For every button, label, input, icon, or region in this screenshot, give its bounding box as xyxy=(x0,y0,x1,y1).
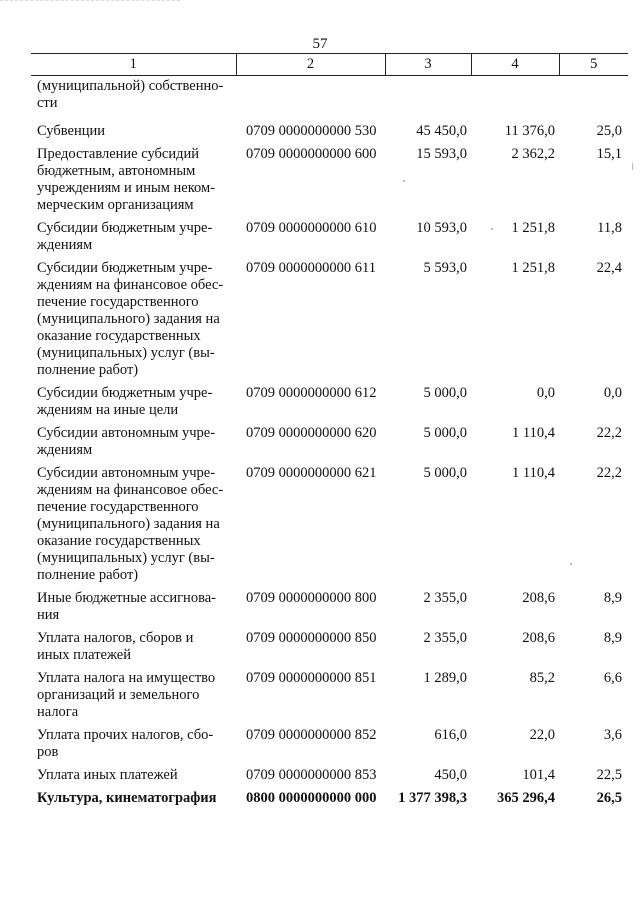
row-name: Субсидии автономным учре- ждениям xyxy=(37,425,216,458)
row-value-4: 1 110,4 xyxy=(512,425,555,441)
scan-speck xyxy=(403,180,405,182)
row-value-3: 616,0 xyxy=(434,727,467,743)
table-row xyxy=(31,76,628,124)
row-name: Субсидии бюджетным учре- ждениям на иные цели xyxy=(37,385,213,418)
row-value-3: 15 593,0 xyxy=(416,146,467,162)
row-value-5 xyxy=(559,76,628,124)
table-row xyxy=(31,465,628,590)
row-code: 0800 0000000000 000 xyxy=(246,790,377,806)
row-code: 0709 0000000000 611 xyxy=(246,260,376,276)
row-value-5: 26,5 xyxy=(596,790,622,806)
row-value-3 xyxy=(385,76,471,124)
row-value-4: 11 376,0 xyxy=(504,123,555,139)
row-value-4: 365 296,4 xyxy=(497,790,555,806)
row-value-4: 22,0 xyxy=(529,727,555,743)
row-code xyxy=(236,76,385,124)
table-row xyxy=(31,630,628,670)
page-number: 57 xyxy=(312,36,328,52)
row-value-4: 1 251,8 xyxy=(511,220,555,236)
row-value-5: 25,0 xyxy=(596,123,622,139)
row-value-4: 1 251,8 xyxy=(511,260,555,276)
row-value-3: 5 000,0 xyxy=(423,425,467,441)
header-row xyxy=(31,54,628,76)
row-value-3: 2 355,0 xyxy=(423,590,467,606)
row-value-4: 2 362,2 xyxy=(511,146,555,162)
row-value-3: 5 000,0 xyxy=(423,465,467,481)
row-value-4: 0,0 xyxy=(536,385,555,401)
row-value-3: 5 593,0 xyxy=(423,260,467,276)
row-value-5: 3,6 xyxy=(603,727,622,743)
row-value-5: 6,6 xyxy=(603,670,622,686)
row-code: 0709 0000000000 610 xyxy=(246,220,377,236)
row-value-4: 1 110,4 xyxy=(512,465,555,481)
row-value-5: 15,1 xyxy=(596,146,622,162)
row-name: (муниципальной) собственно- сти xyxy=(37,78,224,111)
row-name: Культура, кинематография xyxy=(37,790,217,806)
column-header-5: 5 xyxy=(559,54,628,76)
row-code: 0709 0000000000 851 xyxy=(246,670,377,686)
scan-artifact xyxy=(0,0,180,7)
table-row xyxy=(31,767,628,790)
row-value-3: 1 289,0 xyxy=(423,670,467,686)
row-name: Субсидии автономным учре- ждениям на финансовое обес- печение государственного (муниципального) задания на оказание государственных (муниципальных) услуг (вы- полнение работ) xyxy=(37,465,224,583)
row-value-3: 450,0 xyxy=(434,767,467,783)
row-value-4: 208,6 xyxy=(522,630,555,646)
row-code: 0709 0000000000 612 xyxy=(246,385,377,401)
row-value-3: 45 450,0 xyxy=(416,123,467,139)
row-code: 0709 0000000000 852 xyxy=(246,727,377,743)
row-value-4 xyxy=(471,76,559,124)
row-value-3: 2 355,0 xyxy=(423,630,467,646)
row-code: 0709 0000000000 530 xyxy=(246,123,377,139)
row-code: 0709 0000000000 850 xyxy=(246,630,377,646)
row-name: Уплата прочих налогов, сбо- ров xyxy=(37,727,214,760)
row-name: Предоставление субсидий бюджетным, автономным учреждениям и иным неком- мерческим организациям xyxy=(37,146,215,213)
table-row xyxy=(31,385,628,425)
row-value-5: 22,5 xyxy=(596,767,622,783)
column-header-3: 3 xyxy=(385,54,471,76)
row-name: Уплата налогов, сборов и иных платежей xyxy=(37,630,194,663)
row-value-5: 22,2 xyxy=(596,465,622,481)
column-header-4: 4 xyxy=(471,54,559,76)
row-value-5: 22,4 xyxy=(596,260,622,276)
row-value-5: 11,8 xyxy=(597,220,622,236)
table-row xyxy=(31,260,628,385)
row-value-4: 101,4 xyxy=(522,767,555,783)
scan-speck xyxy=(632,163,633,170)
scan-speck xyxy=(491,228,493,230)
row-code: 0709 0000000000 621 xyxy=(246,465,377,481)
row-code: 0709 0000000000 853 xyxy=(246,767,377,783)
row-name: Субсидии бюджетным учре- ждениям на финансовое обес- печение государственного (муниципального) задания на оказание государственных (муниципальных) услуг (вы- полнение работ) xyxy=(37,260,224,378)
row-code: 0709 0000000000 620 xyxy=(246,425,377,441)
row-value-5: 22,2 xyxy=(596,425,622,441)
table-row xyxy=(31,146,628,220)
row-value-3: 1 377 398,3 xyxy=(398,790,467,806)
row-value-3: 5 000,0 xyxy=(423,385,467,401)
row-value-5: 8,9 xyxy=(603,590,622,606)
row-value-5: 0,0 xyxy=(603,385,622,401)
row-code: 0709 0000000000 600 xyxy=(246,146,377,162)
table-row xyxy=(31,220,628,260)
row-value-3: 10 593,0 xyxy=(416,220,467,236)
table-row xyxy=(31,727,628,767)
table-row xyxy=(31,425,628,465)
row-name: Субвенции xyxy=(37,123,105,139)
column-header-2: 2 xyxy=(236,54,385,76)
table-row xyxy=(31,790,628,813)
column-header-1: 1 xyxy=(31,54,236,76)
row-value-4: 208,6 xyxy=(522,590,555,606)
row-value-4: 85,2 xyxy=(529,670,555,686)
row-code: 0709 0000000000 800 xyxy=(246,590,377,606)
scan-speck xyxy=(570,563,572,565)
row-value-5: 8,9 xyxy=(603,630,622,646)
row-name: Субсидии бюджетным учре- ждениям xyxy=(37,220,213,253)
row-name: Иные бюджетные ассигнова- ния xyxy=(37,590,216,623)
row-name: Уплата налога на имущество организаций и земельного налога xyxy=(37,670,216,720)
table-row xyxy=(31,670,628,727)
row-name: Уплата иных платежей xyxy=(37,767,178,783)
table-body xyxy=(31,76,628,814)
table-row xyxy=(31,590,628,630)
table-row xyxy=(31,123,628,146)
budget-table xyxy=(31,53,628,813)
